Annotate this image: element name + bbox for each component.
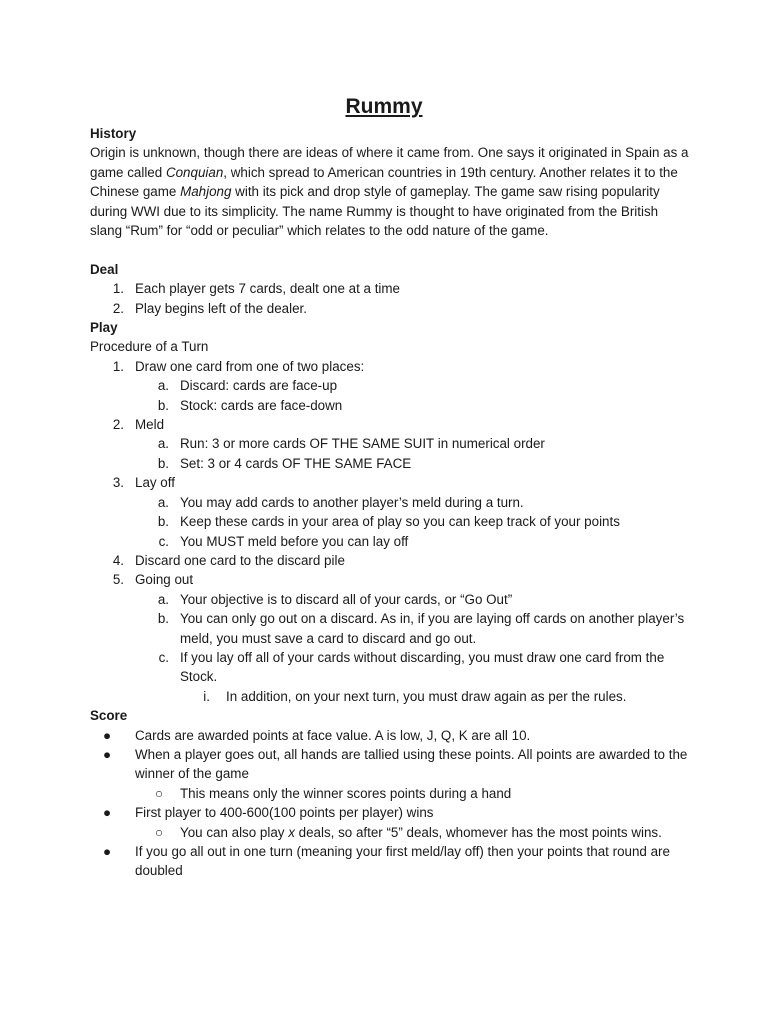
play-heading: Play [90, 320, 118, 336]
list-text: If you lay off all of your cards without discarding, you must draw one card from the Stock. [180, 649, 665, 685]
spacer [90, 240, 690, 259]
play-step [90, 415, 690, 434]
history-term-mahjong: Mahjong [180, 184, 232, 200]
history-paragraph [90, 143, 690, 240]
list-text: Your objective is to discard all of your cards, or “Go Out” [180, 591, 513, 607]
list-text: You can only go out on a discard. As in, if you are laying off cards on another player’s meld, you must save a card to discard and go out. [180, 611, 685, 646]
list-marker: 3. [112, 475, 124, 491]
variable-x: x [288, 824, 295, 840]
score-subitem [90, 823, 690, 842]
circle-bullet-icon: ○ [154, 824, 164, 840]
list-marker: 1. [112, 358, 124, 374]
score-item [90, 842, 690, 881]
list-text: Discard one card to the discard pile [135, 552, 345, 568]
list-text: First player to 400-600(100 points per player) wins [135, 805, 434, 821]
score-heading: Score [90, 708, 128, 724]
play-substep [90, 512, 690, 531]
list-marker: 2. [112, 417, 124, 433]
list-text: Stock: cards are face-down [180, 397, 343, 413]
list-marker: a. [157, 378, 169, 394]
list-marker: a. [157, 494, 169, 510]
list-marker: 4. [112, 552, 124, 568]
list-marker: b. [157, 455, 169, 471]
play-step [90, 570, 690, 589]
play-subsubstep [90, 687, 690, 706]
bullet-marker [90, 745, 135, 764]
list-text: Each player gets 7 cards, dealt one at a time [135, 281, 400, 297]
list-marker: a. [157, 436, 169, 452]
history-text-3: with its pick and drop style of gameplay. The game saw rising popularity during WWI due to its simplicity. The name Rummy is thought to have originated from the British slang “Rum” for “odd or peculiar” which relates to the odd nature of the game. [90, 184, 660, 239]
bullet-marker [90, 823, 180, 842]
list-text: This means only the winner scores points during a hand [180, 785, 512, 801]
list-text: Discard: cards are face-up [180, 378, 338, 394]
list-text: Going out [135, 572, 194, 588]
history-heading: History [90, 126, 137, 141]
list-text: When a player goes out, all hands are tallied using these points. All points are awarded to the winner of the game [135, 746, 688, 782]
list-marker: c. [158, 649, 169, 665]
bullet-icon: ● [102, 844, 112, 860]
bullet-icon: ● [102, 805, 112, 821]
play-substep [90, 609, 690, 648]
list-text: Meld [135, 417, 165, 433]
list-marker: c. [158, 533, 169, 549]
list-text: Draw one card from one of two places: [135, 358, 365, 374]
list-marker: i. [203, 688, 210, 704]
list-marker: b. [157, 611, 169, 627]
list-text: Lay off [135, 475, 175, 491]
play-step [90, 357, 690, 376]
list-text [180, 823, 690, 842]
play-substep [90, 454, 690, 473]
play-substep [90, 590, 690, 609]
list-marker: b. [157, 514, 169, 530]
play-substep [90, 434, 690, 453]
list-text: If you go all out in one turn (meaning your first meld/lay off) then your points that round are doubled [135, 844, 670, 879]
score-item [90, 803, 690, 822]
bullet-marker [90, 784, 180, 803]
play-substep [90, 376, 690, 395]
list-text-part: You can also play [180, 824, 289, 840]
list-marker: 2. [112, 300, 124, 316]
list-marker: b. [157, 397, 169, 413]
document-body [90, 124, 690, 881]
play-substep [90, 648, 690, 687]
deal-heading: Deal [90, 261, 119, 277]
bullet-icon: ● [102, 727, 112, 743]
list-text-part: deals, so after “5” deals, whomever has the most points wins. [294, 824, 662, 840]
history-term-conquian: Conquian [165, 164, 224, 180]
play-substep [90, 493, 690, 512]
play-substep [90, 532, 690, 551]
score-subitem [90, 784, 690, 803]
play-step [90, 551, 690, 570]
deal-item [90, 299, 690, 318]
score-item [90, 726, 690, 745]
page-title: Rummy [345, 95, 423, 118]
bullet-icon: ● [102, 746, 112, 762]
history-text-1: Origin is unknown, though there are ideas of where it came from. One says it originated in Spain as a game called [90, 145, 689, 180]
bullet-marker [90, 803, 135, 822]
list-text: Play begins left of the dealer. [135, 300, 307, 316]
list-text: Cards are awarded points at face value. A is low, J, Q, K are all 10. [135, 727, 531, 743]
list-text: Keep these cards in your area of play so you can keep track of your points [180, 514, 620, 530]
play-step [90, 473, 690, 492]
score-item [90, 745, 690, 784]
list-text: You may add cards to another player’s meld during a turn. [180, 494, 524, 510]
deal-item [90, 279, 690, 298]
list-marker: 5. [112, 572, 124, 588]
play-subheading: Procedure of a Turn [90, 339, 209, 355]
circle-bullet-icon: ○ [154, 785, 164, 801]
list-text: You MUST meld before you can lay off [180, 533, 409, 549]
list-text: In addition, on your next turn, you must draw again as per the rules. [226, 688, 627, 704]
history-text-2: , which spread to American countries in 19th century. Another relates it to the Chinese game [90, 164, 678, 200]
list-text: Run: 3 or more cards OF THE SAME SUIT in numerical order [180, 436, 545, 452]
play-substep [90, 396, 690, 415]
list-marker: a. [157, 591, 169, 607]
bullet-marker [90, 842, 135, 861]
list-marker: 1. [112, 281, 124, 297]
list-text: Set: 3 or 4 cards OF THE SAME FACE [180, 455, 412, 471]
bullet-marker [90, 726, 135, 745]
